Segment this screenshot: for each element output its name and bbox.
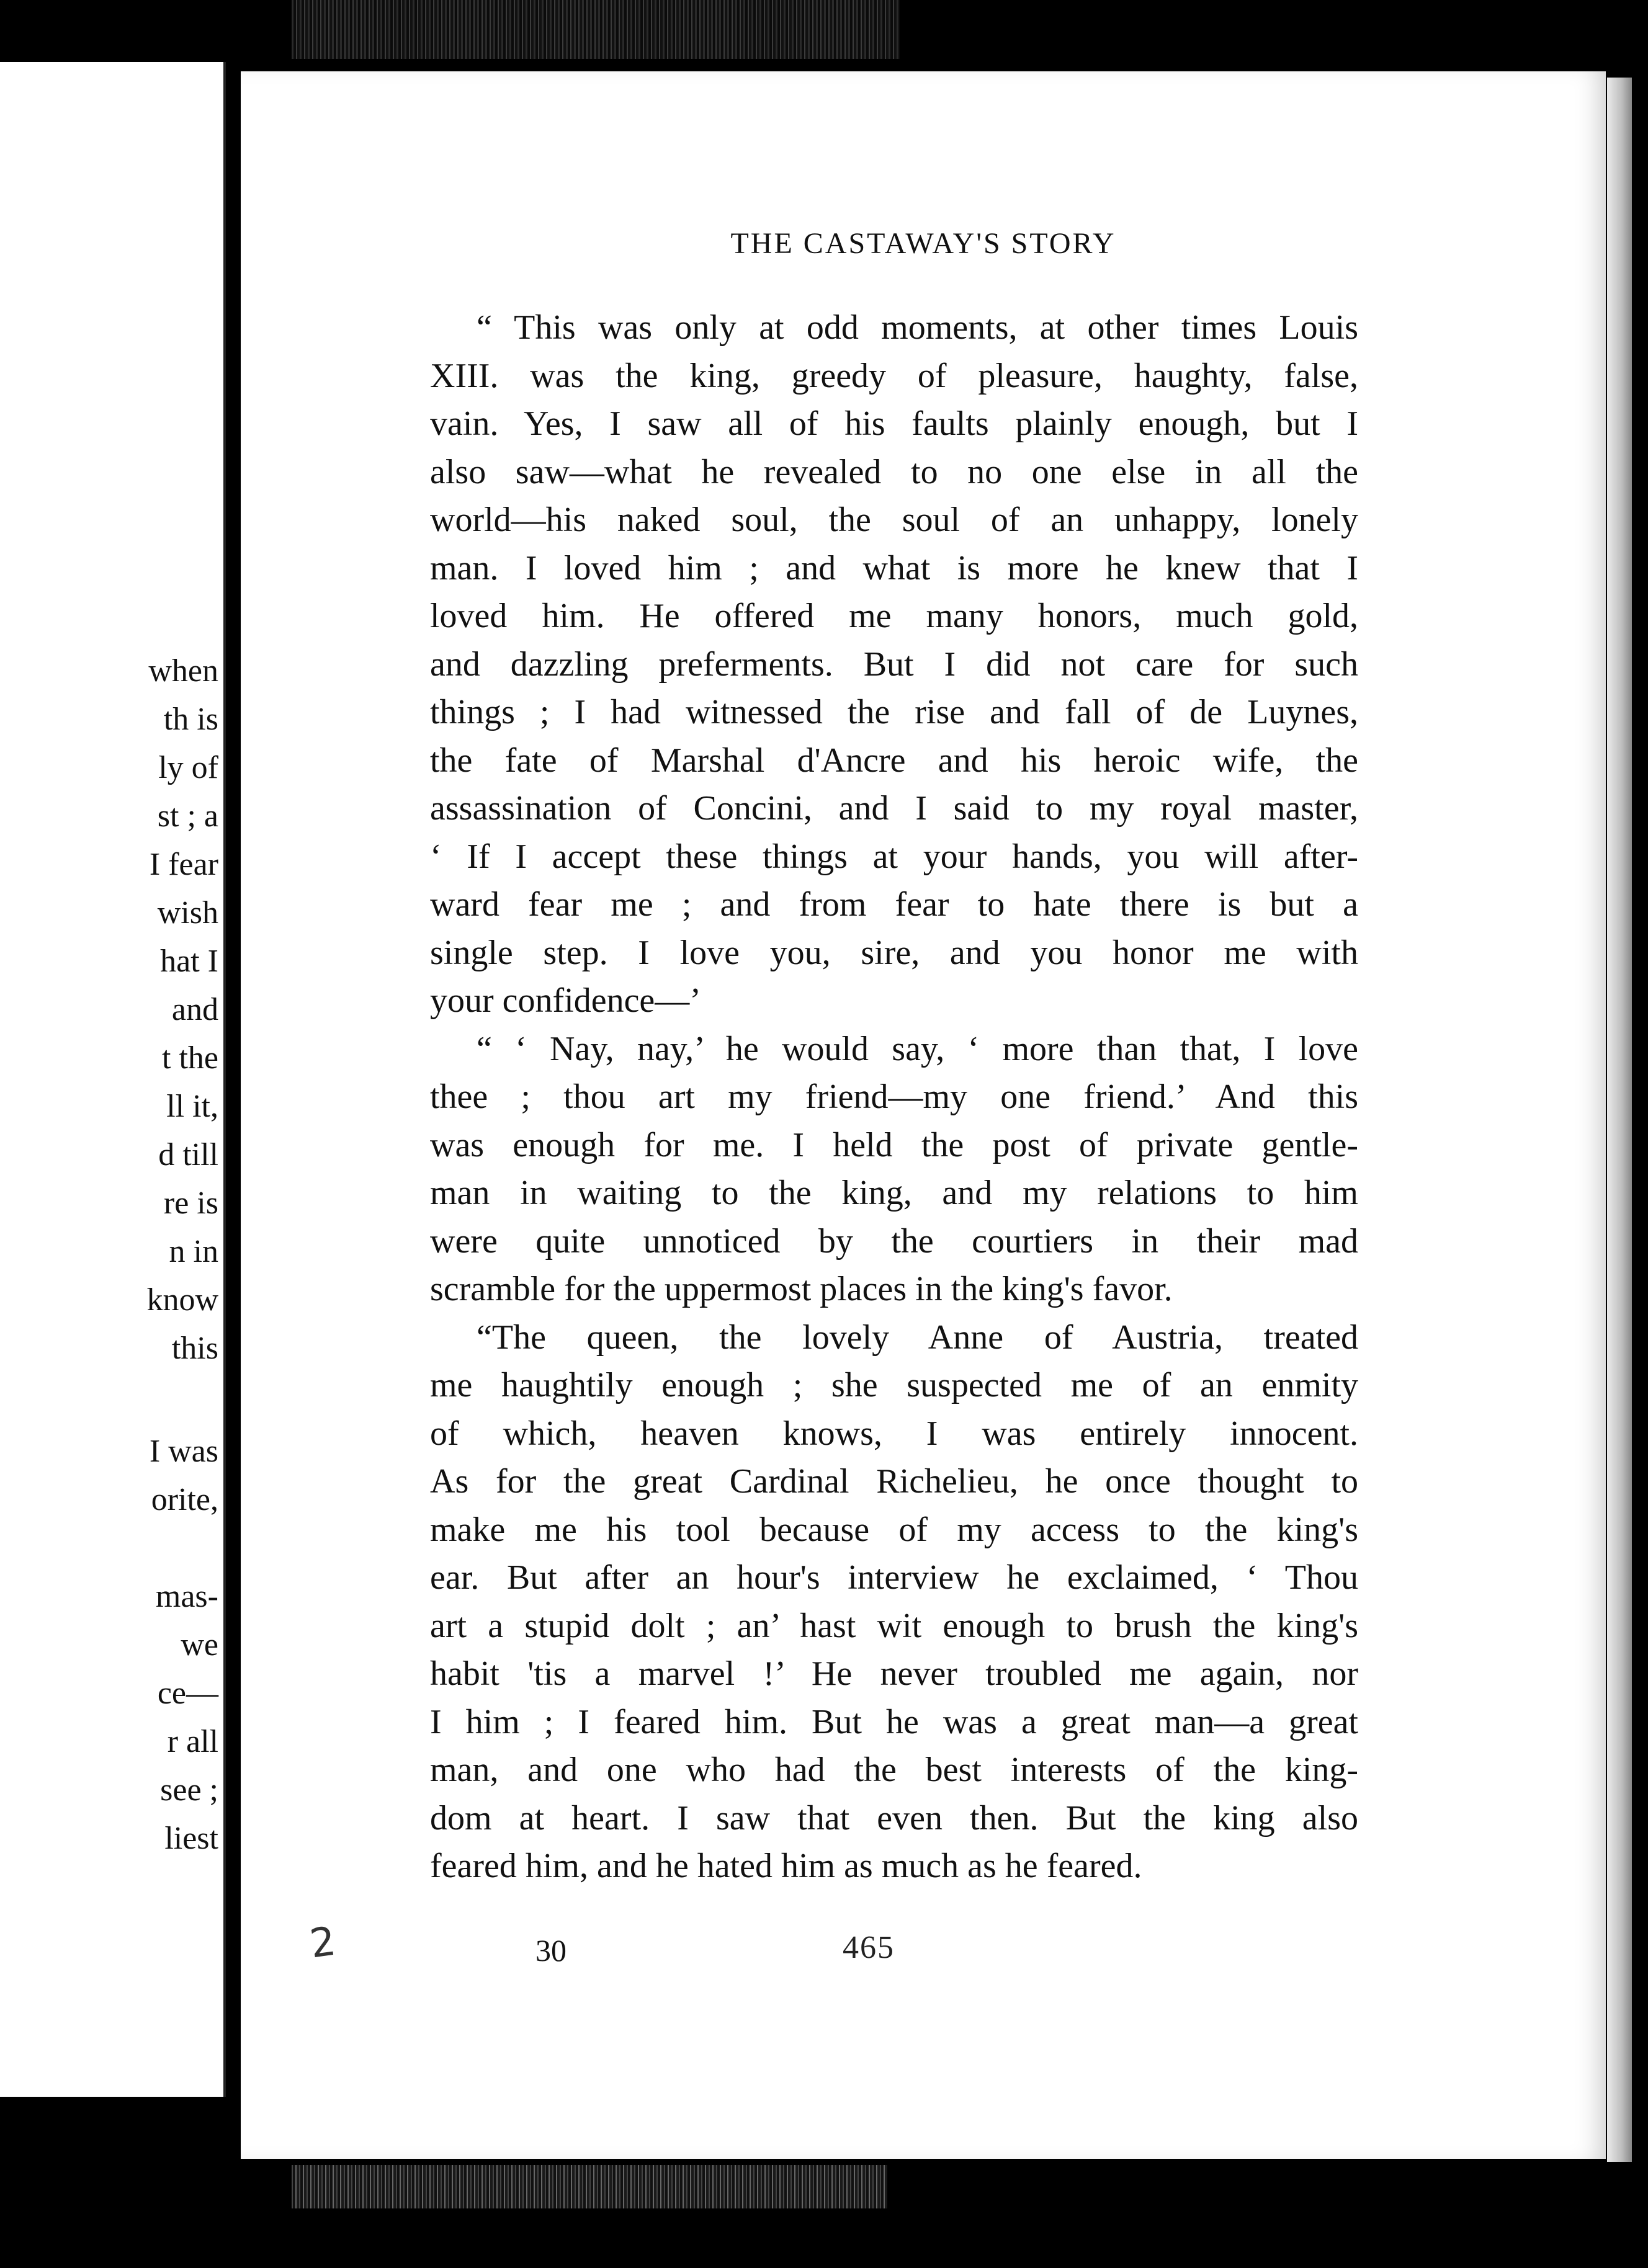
text-line: me haughtily enough ; she suspected me of an enmity bbox=[430, 1366, 1358, 1404]
text-line: ear. But after an hour's interview he exclaimed, ‘ Thou bbox=[430, 1558, 1358, 1597]
left-page-fragment: I fear bbox=[149, 847, 218, 882]
text-line: world—his naked soul, the soul of an unhappy, lonely bbox=[430, 501, 1358, 539]
text-line: single step. I love you, sire, and you honor me with bbox=[430, 933, 1358, 972]
text-line: habit 'tis a marvel !’ He never troubled me again, nor bbox=[430, 1654, 1358, 1693]
paragraph bbox=[430, 304, 1358, 1025]
running-head: THE CASTAWAY'S STORY bbox=[730, 227, 1116, 260]
left-page-fragment: and bbox=[171, 992, 218, 1027]
text-line: dom at heart. I saw that even then. But the king also bbox=[430, 1798, 1358, 1837]
text-line: your confidence—’ bbox=[430, 981, 701, 1020]
text-line: As for the great Cardinal Richelieu, he once thought to bbox=[430, 1462, 1358, 1501]
left-page-fragment: this bbox=[171, 1331, 218, 1366]
left-page-fragment: we bbox=[181, 1627, 218, 1663]
text-line: of which, heaven knows, I was entirely innocent. bbox=[430, 1414, 1358, 1453]
text-line: ‘ If I accept these things at your hands, you will after- bbox=[430, 837, 1358, 876]
text-line: was enough for me. I held the post of private gentle- bbox=[430, 1125, 1358, 1164]
text-line: the fate of Marshal d'Ancre and his heroic wife, the bbox=[430, 741, 1358, 780]
left-page-fragment: re is bbox=[163, 1185, 218, 1221]
left-page-fragment: I was bbox=[149, 1434, 218, 1469]
text-line: assassination of Concini, and I said to my royal master, bbox=[430, 789, 1358, 828]
text-line: things ; I had witnessed the rise and fall of de Luynes, bbox=[430, 693, 1358, 731]
text-line: ward fear me ; and from fear to hate there is but a bbox=[430, 885, 1358, 924]
text-line: man in waiting to the king, and my relations to him bbox=[430, 1174, 1358, 1212]
signature-mark: 30 bbox=[535, 1933, 566, 1968]
pencil-mark: 2 bbox=[307, 1918, 339, 1968]
text-line: and dazzling preferments. But I did not care for such bbox=[430, 645, 1358, 684]
text-line: were quite unnoticed by the courtiers in their mad bbox=[430, 1221, 1358, 1261]
text-line: thee ; thou art my friend—my one friend.’ And this bbox=[430, 1078, 1358, 1116]
left-page-fragment: t the bbox=[162, 1040, 218, 1076]
left-page-fragment: st ; a bbox=[157, 798, 218, 834]
right-page bbox=[241, 71, 1606, 2159]
page-edge-shadow bbox=[1607, 78, 1632, 2162]
text-line: make me his tool because of my access to the king's bbox=[430, 1510, 1358, 1549]
left-page-fragment: orite, bbox=[151, 1482, 218, 1517]
book-spine-bottom bbox=[292, 2165, 887, 2208]
text-line: “ ‘ Nay, nay,’ he would say, ‘ more than that, I love bbox=[477, 1029, 1358, 1068]
left-page-fragment: th is bbox=[163, 702, 218, 737]
left-page-fragment: liest bbox=[164, 1821, 218, 1856]
left-page-fragment: see ; bbox=[160, 1772, 218, 1808]
left-page-fragment: ly of bbox=[158, 750, 218, 785]
text-line: scramble for the uppermost places in the king's favor. bbox=[430, 1270, 1173, 1308]
left-page-fragment: d till bbox=[158, 1137, 218, 1172]
book-spine-top bbox=[292, 0, 900, 59]
left-page-fragment: hat I bbox=[160, 944, 218, 979]
text-line: XIII. was the king, greedy of pleasure, haughty, false, bbox=[430, 356, 1358, 395]
left-page-fragment: mas- bbox=[155, 1579, 218, 1614]
page-number: 465 bbox=[843, 1930, 895, 1965]
left-page-fragment: ce— bbox=[157, 1676, 218, 1711]
left-page-fragment: when bbox=[148, 653, 218, 689]
paragraph bbox=[430, 1314, 1358, 1891]
paragraph bbox=[430, 1025, 1358, 1314]
left-page-fragment: know bbox=[146, 1282, 218, 1318]
text-line: vain. Yes, I saw all of his faults plainly enough, but I bbox=[430, 404, 1358, 443]
text-line: feared him, and he hated him as much as he feared. bbox=[430, 1847, 1142, 1885]
text-line: art a stupid dolt ; an’ hast wit enough to brush the king's bbox=[430, 1606, 1358, 1645]
text-line: loved him. He offered me many honors, much gold, bbox=[430, 597, 1358, 635]
left-page-fragment: ll it, bbox=[166, 1089, 218, 1124]
text-line: “The queen, the lovely Anne of Austria, treated bbox=[477, 1318, 1358, 1357]
text-line: also saw—what he revealed to no one else in all the bbox=[430, 452, 1358, 491]
body-text bbox=[430, 304, 1358, 1891]
text-line: “ This was only at odd moments, at other times Louis bbox=[477, 308, 1358, 347]
text-line: man, and one who had the best interests of the king- bbox=[430, 1751, 1358, 1789]
left-page bbox=[0, 62, 226, 2097]
left-page-fragment: r all bbox=[167, 1724, 218, 1759]
left-page-fragment: wish bbox=[157, 895, 218, 931]
text-line: I him ; I feared him. But he was a great man—a great bbox=[430, 1702, 1358, 1741]
left-page-fragment: n in bbox=[169, 1234, 218, 1269]
text-line: man. I loved him ; and what is more he knew that I bbox=[430, 548, 1358, 587]
